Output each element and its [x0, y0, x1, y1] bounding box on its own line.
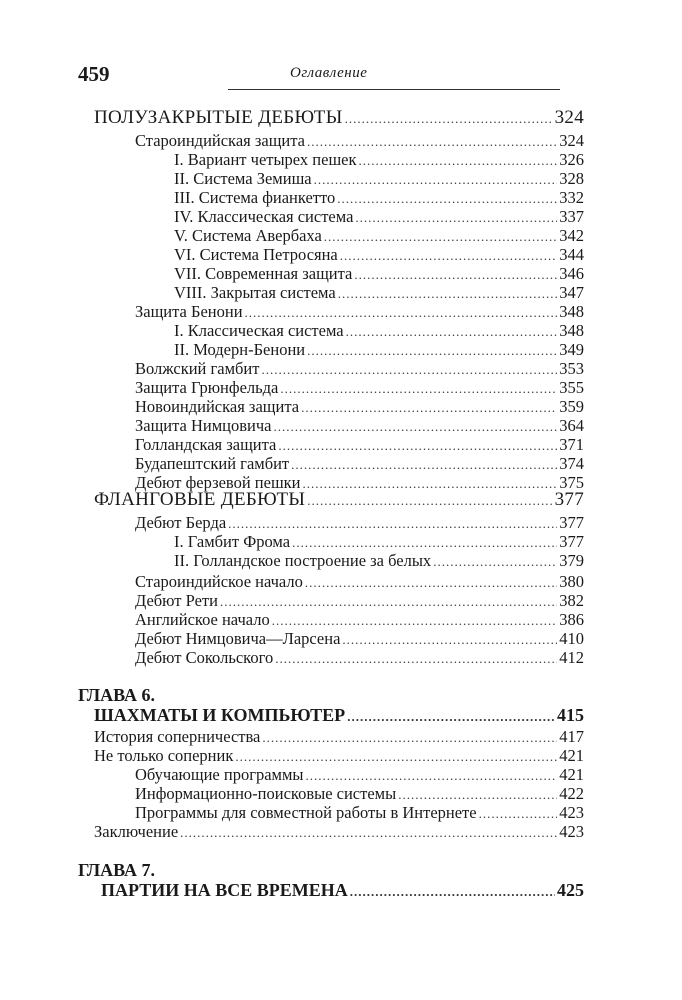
- toc-entry: Обучающие программы ..... 421: [135, 765, 584, 784]
- toc-entry: VI. Система Петросяна ..... 344: [174, 245, 584, 264]
- toc-entry: Дебют ферзевой пешки ..... 375: [135, 473, 584, 492]
- chapter-6-label: ГЛАВА 6.: [78, 685, 156, 705]
- toc-entry: Волжский гамбит ..... 353: [135, 359, 584, 378]
- toc-entry: Программы для совместной работы в Интернете ..... 423: [135, 803, 584, 822]
- toc-entry: Английское начало ..... 386: [135, 610, 584, 629]
- toc-entry: Дебют Берда ..... 377: [135, 513, 584, 532]
- toc-entry: Не только соперник ..... 421: [94, 746, 584, 765]
- toc-entry: IV. Классическая система ..... 337: [174, 207, 584, 226]
- toc-entry: Дебют Сокольского ..... 412: [135, 648, 584, 667]
- toc-entry: I. Классическая система ..... 348: [174, 321, 584, 340]
- toc-chapter-6: ШАХМАТЫ И КОМПЬЮТЕР ..... 415: [94, 706, 584, 725]
- toc-entry: Заключение ..... 423: [94, 822, 584, 841]
- toc-entry: Голландская защита ..... 371: [135, 435, 584, 454]
- toc-entry: Староиндийская защита ..... 324: [135, 131, 584, 150]
- toc-entry: Защита Бенони ..... 348: [135, 302, 584, 321]
- toc-entry: I. Гамбит Фрома ..... 377: [174, 532, 584, 551]
- toc-entry: VII. Современная защита ..... 346: [174, 264, 584, 283]
- toc-entry: Защита Нимцовича ..... 364: [135, 416, 584, 435]
- page-number: 459: [78, 62, 110, 86]
- header-rule: [228, 89, 560, 90]
- toc-part-flank: ФЛАНГОВЫЕ ДЕБЮТЫ ..... 377: [94, 490, 584, 509]
- toc-entry: Дебют Рети ..... 382: [135, 591, 584, 610]
- toc-entry: II. Система Земиша ..... 328: [174, 169, 584, 188]
- toc-chapter-7: ПАРТИИ НА ВСЕ ВРЕМЕНА ..... 425: [101, 881, 584, 900]
- toc-entry: Дебют Нимцовича—Ларсена ..... 410: [135, 629, 584, 648]
- toc-entry: V. Система Авербаха ..... 342: [174, 226, 584, 245]
- toc-entry: Староиндийское начало ..... 380: [135, 572, 584, 591]
- toc-part-semi-closed: ПОЛУЗАКРЫТЫЕ ДЕБЮТЫ ..... 324: [94, 108, 584, 127]
- toc-entry: Информационно-поисковые системы ..... 422: [135, 784, 584, 803]
- toc-entry: История соперничества ..... 417: [94, 727, 584, 746]
- toc-entry: II. Голландское построение за белых ..... 379: [174, 551, 584, 570]
- toc-entry: Новоиндийская защита ..... 359: [135, 397, 584, 416]
- chapter-7-label: ГЛАВА 7.: [78, 860, 156, 880]
- page-header: [78, 62, 588, 92]
- running-title: Оглавление: [290, 65, 368, 81]
- toc-entry: Будапештский гамбит ..... 374: [135, 454, 584, 473]
- toc-entry: VIII. Закрытая система ..... 347: [174, 283, 584, 302]
- toc-entry: II. Модерн-Бенони ..... 349: [174, 340, 584, 359]
- toc-entry: I. Вариант четырех пешек ..... 326: [174, 150, 584, 169]
- toc-entry: III. Система фианкетто ..... 332: [174, 188, 584, 207]
- toc-entry: Защита Грюнфельда ..... 355: [135, 378, 584, 397]
